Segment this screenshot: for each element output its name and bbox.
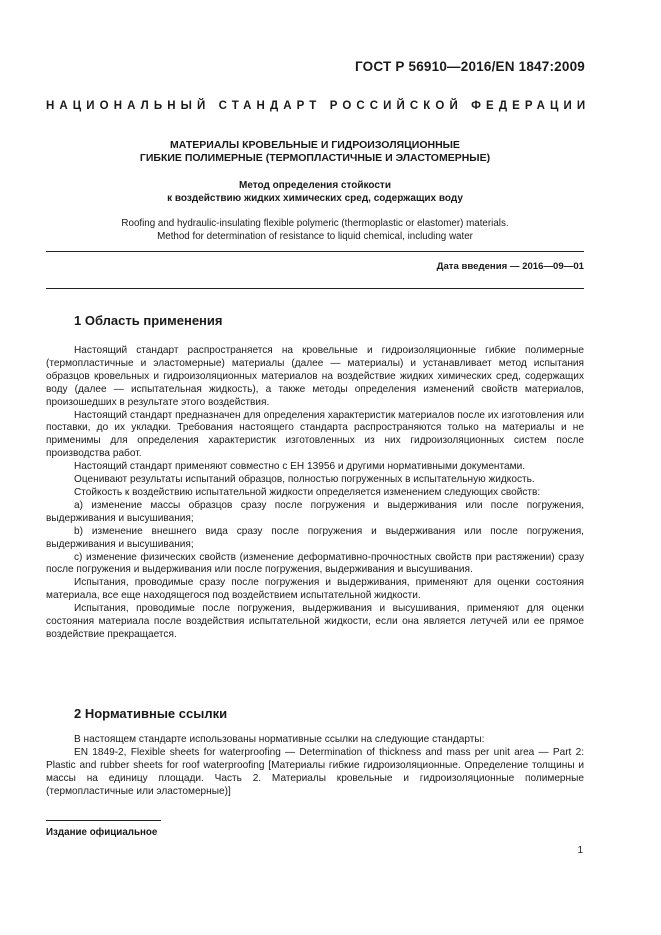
paragraph: Испытания, проводимые сразу после погружения и выдерживания, применяют для оценки состояния материала, все еще находящегося под воздействием испытательной жидкости. <box>46 577 584 602</box>
title-main-line2: ГИБКИЕ ПОЛИМЕРНЫЕ (ТЕРМОПЛАСТИЧНЫЕ И ЭЛАСТОМЕРНЫЕ) <box>139 152 491 164</box>
title-subtitle <box>46 179 584 205</box>
divider-bottom <box>46 288 584 289</box>
paragraph: Настоящий стандарт распространяется на кровельные и гидроизоляционные гибкие полимерные (термопластичные и эластомерные) материалы (далее — материалы) и устанавливает метод испытания образцов кровельных и гидроизоляционных материалов на воздействие жидких химических сред, содержащих воду (далее — испытательная жидкость), а также методы определения изменений свойств материалов, произошедших в результате этого воздействия. <box>46 345 584 408</box>
document-number: ГОСТ Р 56910—2016/EN 1847:2009 <box>354 59 585 74</box>
title-en-line2: Method for determination of resistance to liquid chemical, including water <box>157 231 473 242</box>
section-2-body <box>46 734 584 799</box>
section-1-title: 1 Область применения <box>74 313 223 328</box>
paragraph: В настоящем стандарте использованы нормативные ссылки на следующие стандарты: <box>74 734 485 745</box>
intro-date: Дата введения — 2016—09—01 <box>436 261 584 272</box>
title-main <box>46 139 584 165</box>
paragraph: Испытания, проводимые после погружения, выдерживания и высушивания, применяют для оценки состояния материала после воздействия испытательной жидкости, если она является летучей или ее прямое воздействие прекращается. <box>46 603 584 640</box>
reference-item: EN 1849-2, Flexible sheets for waterproofing — Determination of thickness and mass per unit area — Part 2: Plastic and rubber sheets for roof waterproofing [Материалы гибкие гидроизоляционные. Определение толщины и массы на единицу площади. Часть 2. Материалы кровельные и гидроизоляционные полимерные (термопластичные или эластомерные)] <box>46 746 584 797</box>
title-sub-line2: к воздействию жидких химических сред, содержащих воду <box>167 193 463 204</box>
list-item: b) изменение внешнего вида сразу после погружения и выдерживания или после погружения, выдерживания и высушивания; <box>46 525 584 550</box>
section-2-title: 2 Нормативные ссылки <box>74 706 228 721</box>
national-standard-banner: НАЦИОНАЛЬНЫЙ СТАНДАРТ РОССИЙСКОЙ ФЕДЕРАЦИИ <box>46 100 591 112</box>
list-item: a) изменение массы образцов сразу после погружения и выдерживания или после погружения, выдерживания и высушивания; <box>46 499 584 524</box>
list-item: c) изменение физических свойств (изменение деформативно-прочностных свойств при растяжении) сразу после погружения и выдерживания или после погружения, выдерживания и высушивания. <box>46 551 584 576</box>
paragraph: Настоящий стандарт применяют совместно с ЕН 13956 и другими нормативными документами. <box>74 461 526 473</box>
page-number: 1 <box>577 845 583 856</box>
title-en-line1: Roofing and hydraulic-insulating flexible polymeric (thermoplastic or elastomer) materials. <box>121 218 509 229</box>
paragraph: Настоящий стандарт предназначен для определения характеристик материалов после их изготовления или поставки, до их укладки. Требования настоящего стандарта распространяются только на материалы и не применимы для определения характеристик изготовленных из них гидроизоляционных систем после производства работ. <box>46 409 584 460</box>
title-main-line1: МАТЕРИАЛЫ КРОВЕЛЬНЫЕ И ГИДРОИЗОЛЯЦИОННЫЕ <box>170 139 460 151</box>
title-english <box>46 217 584 243</box>
section-1-body <box>46 345 584 642</box>
title-block <box>46 139 584 243</box>
paragraph: Стойкость к воздействию испытательной жидкости определяется изменением следующих свойств: <box>74 486 541 498</box>
edition-label: Издание официальное <box>46 827 158 838</box>
footer-divider <box>46 820 161 821</box>
paragraph: Оценивают результаты испытаний образцов, полностью погруженных в испытательную жидкость. <box>74 474 535 486</box>
divider-top <box>46 251 584 252</box>
title-sub-line1: Метод определения стойкости <box>239 180 391 191</box>
